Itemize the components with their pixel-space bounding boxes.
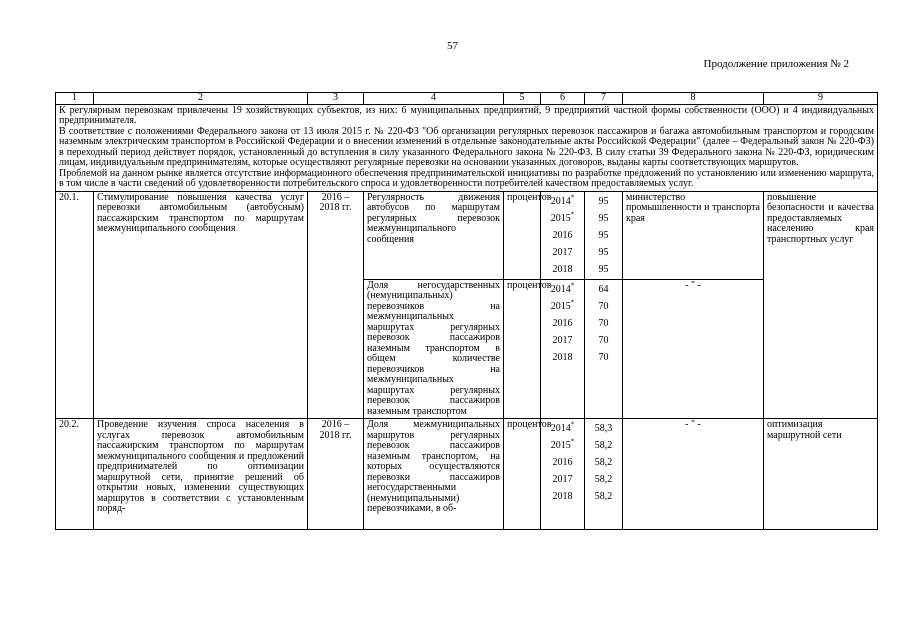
value: 64 bbox=[598, 283, 609, 295]
years-cell bbox=[541, 419, 585, 530]
column-header: 3 bbox=[308, 93, 364, 105]
column-header: 1 bbox=[56, 93, 94, 105]
intro-text bbox=[56, 104, 878, 191]
intro-paragraph: Проблемой на данном рынке является отсутствие информационного обеспечения предпринимательской инициативы по разработке предложений по установлению или изменению маршрута, в том числе в части сведений об удовлетворенности потребительского спроса и удовлетворенности потребителей качеством предоставляемых услуг. bbox=[59, 167, 874, 189]
column-header: 7 bbox=[585, 93, 623, 105]
year: 2015* bbox=[550, 298, 575, 312]
table-row bbox=[56, 419, 878, 530]
year: 2017 bbox=[552, 334, 573, 346]
value: 95 bbox=[598, 195, 609, 207]
row-number: 20.2. bbox=[56, 419, 94, 530]
year: 2014* bbox=[550, 193, 575, 207]
value: 95 bbox=[598, 263, 609, 275]
value: 95 bbox=[598, 229, 609, 241]
year: 2018 bbox=[552, 351, 573, 363]
column-header: 4 bbox=[364, 93, 504, 105]
column-header: 8 bbox=[623, 93, 764, 105]
indicator-name: Доля негосударственных (немуниципальных) перевозчиков на межмуниципальных маршрутах регулярных перевозок пассажиров наземным транспортом в общем количестве перевозчиков на межмуниципальных маршрутах регулярных перевозок пассажиров наземным транспортом bbox=[364, 279, 504, 419]
value: 58,2 bbox=[594, 491, 613, 502]
column-header: 5 bbox=[504, 93, 541, 105]
year: 2015* bbox=[550, 437, 575, 451]
year: 2015* bbox=[550, 210, 575, 224]
value: 58,2 bbox=[594, 440, 613, 451]
unit: процентов bbox=[504, 279, 541, 419]
column-header: 6 bbox=[541, 93, 585, 105]
column-header: 9 bbox=[764, 93, 878, 105]
value: 95 bbox=[598, 246, 609, 258]
year: 2016 bbox=[552, 457, 573, 468]
values-cell bbox=[585, 419, 623, 530]
intro-paragraph: В соответствие с положениями Федерального закона от 13 июля 2015 г. № 220-ФЗ "Об организации регулярных перевозок пассажиров и багажа автомобильным транспортом и городским наземным электрическим транспортом в Российской Федерации и о внесении изменений в отдельные законодательные акты Российской Федерации" (далее – Федеральный закон № 220-ФЗ) в переходный период действует порядок, установленный до вступления в силу указанного Федерального закона № 220-ФЗ. В силу статьи 39 Федерального закона № 220-ФЗ, юридическим лицам, индивидуальным предпринимателям, которые осуществляют регулярные перевозки на основании указанных договоров, выданы карты соответствующих маршрутов. bbox=[59, 125, 874, 168]
unit: процентов bbox=[504, 419, 541, 530]
year: 2017 bbox=[552, 474, 573, 485]
unit: процентов bbox=[504, 191, 541, 279]
column-number-row bbox=[56, 93, 878, 105]
years-cell bbox=[541, 191, 585, 279]
responsible: - " - bbox=[623, 279, 764, 419]
measure-text: Проведение изучения спроса населения в услугах перевозок автомобильным пассажирским транспортом по маршрутам межмуниципального сообщения и предложений предпринимателей по оптимизации маршрутной сети, принятие решений об открытии новых, изменении существующих маршрутов в соответствии с установленным поряд- bbox=[94, 419, 308, 530]
row-number: 20.1. bbox=[56, 191, 94, 419]
year: 2018 bbox=[552, 491, 573, 502]
indicator-name: Доля межмуниципальных маршрутов регулярных перевозок пассажиров наземным транспортом, на которых осуществляются перевозки пассажиров негосударственными (немуниципальными) перевозчиками, в об- bbox=[364, 419, 504, 530]
year: 2014* bbox=[550, 420, 575, 434]
expected-result: повышение безопасности и качества предоставляемых населению края транспортных услуг bbox=[764, 191, 878, 419]
value: 70 bbox=[598, 334, 609, 346]
value: 58,2 bbox=[594, 457, 613, 468]
year: 2017 bbox=[552, 246, 573, 258]
page-number: 57 bbox=[447, 40, 458, 52]
value: 70 bbox=[598, 300, 609, 312]
column-header: 2 bbox=[94, 93, 308, 105]
table-row bbox=[56, 191, 878, 279]
responsible: министерство промышленности и транспорта края bbox=[623, 191, 764, 279]
year: 2014* bbox=[550, 281, 575, 295]
continuation-note: Продолжение приложения № 2 bbox=[703, 58, 849, 70]
value: 70 bbox=[598, 317, 609, 329]
year: 2016 bbox=[552, 317, 573, 329]
year: 2018 bbox=[552, 263, 573, 275]
responsible: - " - bbox=[623, 419, 764, 530]
measure-text: Стимулирование повышения качества услуг перевозки автомобильным (автобусным) пассажирским транспортом по маршрутам межмуниципального сообщения bbox=[94, 191, 308, 419]
value: 95 bbox=[598, 212, 609, 224]
intro-row bbox=[56, 104, 878, 191]
period: 2016 – 2018 гг. bbox=[308, 191, 364, 419]
indicator-name: Регулярность движения автобусов по маршрутам регулярных перевозок межмуниципального сообщения bbox=[364, 191, 504, 279]
years-cell bbox=[541, 279, 585, 419]
intro-paragraph: К регулярным перевозкам привлечены 19 хозяйствующих субъектов, из них: 6 муниципальных предприятий, 9 предприятий частной формы собственности (ООО) и 4 индивидуальных предпринимателя. bbox=[59, 104, 874, 126]
measures-table bbox=[55, 92, 878, 530]
value: 58,3 bbox=[594, 423, 613, 434]
expected-result: оптимизация маршрутной сети bbox=[764, 419, 878, 530]
year: 2016 bbox=[552, 229, 573, 241]
values-cell bbox=[585, 279, 623, 419]
value: 70 bbox=[598, 351, 609, 363]
values-cell bbox=[585, 191, 623, 279]
value: 58,2 bbox=[594, 474, 613, 485]
period: 2016 – 2018 гг. bbox=[308, 419, 364, 530]
